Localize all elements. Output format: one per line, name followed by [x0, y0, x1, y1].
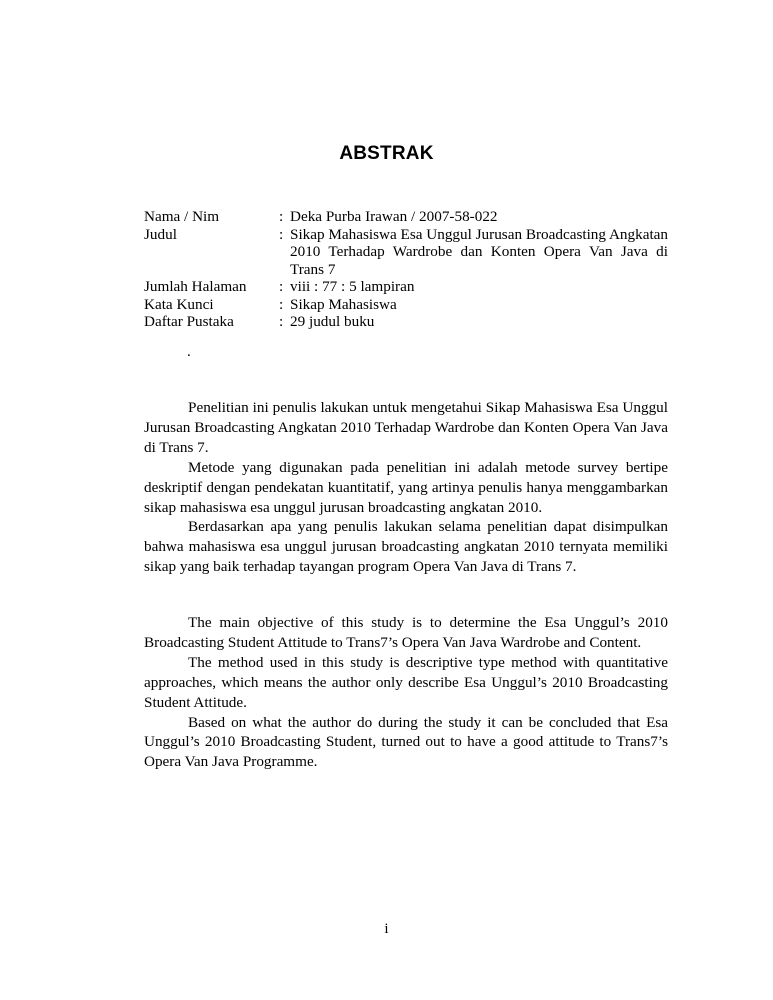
page-title: ABSTRAK [339, 143, 434, 164]
meta-value: viii : 77 : 5 lampiran [290, 278, 415, 295]
meta-row-name [144, 208, 668, 226]
meta-value: Sikap Mahasiswa [290, 295, 397, 313]
meta-label: Jumlah Halaman [144, 278, 247, 295]
meta-row-pages [144, 278, 668, 296]
meta-value: 29 judul buku [290, 313, 375, 330]
meta-row-title [144, 226, 668, 279]
paragraph: The method used in this study is descriptive type method with quantitative approaches, which means the author only describe Esa Unggul’s 2010 Broadcasting Student Attitude. [144, 653, 668, 711]
paragraph: The main objective of this study is to determine the Esa Unggul’s 2010 Broadcasting Student Attitude to Trans7’s Opera Van Java Wardrobe and Content. [144, 614, 668, 651]
meta-row-keywords [144, 296, 668, 314]
paragraph: Berdasarkan apa yang penulis lakukan selama penelitian dapat disimpulkan bahwa mahasiswa esa unggul jurusan broadcasting angkatan 2010 ternyata memiliki sikap yang baik terhadap tayangan program Opera Van Java di Trans 7. [144, 518, 668, 576]
meta-value: Deka Purba Irawan / 2007-58-022 [290, 208, 498, 225]
separator-dot: . [187, 344, 191, 360]
meta-label: Daftar Pustaka [144, 313, 234, 330]
page-number: i [384, 921, 389, 937]
meta-colon: : [279, 278, 284, 295]
meta-colon: : [279, 225, 284, 243]
abstract-indonesian [144, 398, 668, 577]
paragraph: Penelitian ini penulis lakukan untuk mengetahui Sikap Mahasiswa Esa Unggul Jurusan Broadcasting Angkatan 2010 Terhadap Wardrobe dan Konten Opera Van Java di Trans 7. [144, 399, 668, 456]
meta-label: Judul [144, 225, 177, 243]
metadata-block [144, 208, 668, 331]
paragraph: Metode yang digunakan pada penelitian ini adalah metode survey bertipe deskriptif dengan pendekatan kuantitatif, yang artinya penulis hanya menggambarkan sikap mahasiswa esa unggul jurusan broadcasting angkatan 2010. [144, 458, 668, 516]
meta-colon: : [279, 313, 284, 330]
meta-value: Sikap Mahasiswa Esa Unggul Jurusan Broadcasting Angkatan 2010 Terhadap Wardrobe dan Konten Opera Van Java di Trans 7 [290, 225, 668, 278]
meta-label: Nama / Nim [144, 208, 220, 225]
meta-label: Kata Kunci [144, 295, 214, 313]
abstract-english [144, 613, 668, 772]
meta-colon: : [279, 295, 284, 313]
meta-row-references [144, 313, 668, 331]
meta-colon: : [279, 208, 284, 225]
paragraph: Based on what the author do during the study it can be concluded that Esa Unggul’s 2010 Broadcasting Student, turned out to have a good attitude to Trans7’s Opera Van Java Programme. [144, 713, 668, 771]
